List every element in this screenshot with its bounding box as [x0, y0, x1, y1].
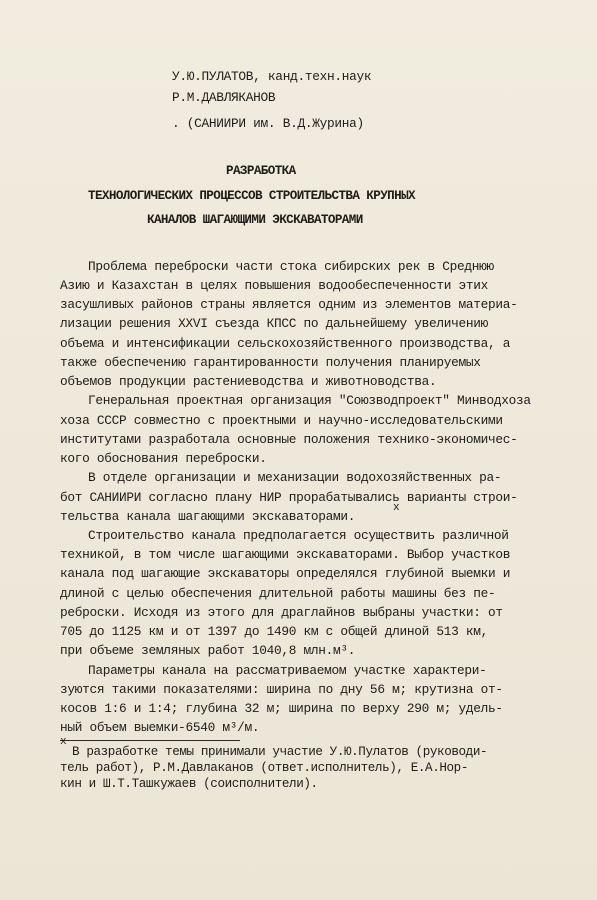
title-line-1: РАЗРАБОТКА: [226, 164, 296, 178]
title-line-3: КАНАЛОВ ШАГАЮЩИМИ ЭКСКАВАТОРАМИ: [147, 213, 363, 227]
footnote-line-3: кин и Ш.Т.Ташкужаев (соисполнители).: [60, 777, 318, 791]
body-line: при объеме земляных работ 1040,8 млн.м³.: [60, 643, 356, 658]
footnote-marker: x: [393, 502, 400, 514]
title-line-2: ТЕХНОЛОГИЧЕСКИХ ПРОЦЕССОВ СТРОИТЕЛЬСТВА КРУПНЫХ: [88, 189, 416, 203]
body-line: институтами разработала основные положения технико-экономичес-: [60, 432, 518, 447]
body-line: тельства канала шагающими экскаваторами.: [60, 509, 356, 524]
body-line: лизации решения XXVI съезда КПСС по дальнейшему увеличению: [60, 316, 489, 331]
body-line: Генеральная проектная организация "Союзводпроект" Минводхоза: [88, 393, 531, 408]
body-line: В отделе организации и механизации водохозяйственных ра-: [88, 470, 502, 485]
body-line: засушливых районов страны является одним из элементов материа-: [60, 297, 518, 312]
body-line: ный объем выемки-6540 м³/м.: [60, 720, 260, 735]
body-line: зуются такими показателями: ширина по дну 56 м; крутизна от-: [60, 682, 503, 697]
author-1: У.Ю.ПУЛАТОВ, канд.техн.наук: [172, 69, 372, 84]
body-line: кого обоснования переброски.: [60, 451, 267, 466]
body-line: Параметры канала на рассматриваемом участке характери-: [88, 663, 487, 678]
footnote-marker: x: [60, 736, 67, 748]
body-line: Проблема переброски части стока сибирских рек в Среднюю: [88, 259, 494, 274]
body-line: косов 1:6 и 1:4; глубина 32 м; ширина по верху 290 м; удель-: [60, 701, 503, 716]
body-line: техникой, в том числе шагающими экскаваторами. Выбор участков: [60, 547, 511, 562]
footnote-rule: [60, 740, 240, 741]
body-line: длиной с целью обеспечения длительной работы машины без пе-: [60, 586, 496, 601]
body-line: канала под шагающие экскаваторы определялся глубиной выемки и: [60, 566, 511, 581]
footnote-line-2: тель работ), Р.М.Давлаканов (ответ.исполнитель), Е.А.Нор-: [60, 761, 468, 775]
footnote-line-1: В разработке темы принимали участие У.Ю.Пулатов (руководи-: [72, 745, 488, 759]
body-line: Азию и Казахстан в целях повышения водообеспеченности этих: [60, 278, 489, 293]
body-line: хоза СССР совместно с проектными и научно-исследовательскими: [60, 413, 503, 428]
organization: . (САНИИРИ им. В.Д.Журина): [172, 116, 364, 131]
body-line: реброски. Исходя из этого для драглайнов выбраны участки: от: [60, 605, 503, 620]
body-line: также обеспечению гарантированности получения планируемых: [60, 355, 481, 370]
body-line: объемов продукции растениеводства и животноводства.: [60, 374, 437, 389]
body-line: объема и интенсификации сельскохозяйственного производства, а: [60, 336, 511, 351]
body-line: 705 до 1125 км и от 1397 до 1490 км с общей длиной 513 км,: [60, 624, 489, 639]
body-line: Строительство канала предполагается осуществить различной: [88, 528, 509, 543]
body-line: бот САНИИРИ согласно плану НИР прорабатывались варианты строи-: [60, 490, 518, 505]
author-2: Р.М.ДАВЛЯКАНОВ: [172, 90, 276, 105]
